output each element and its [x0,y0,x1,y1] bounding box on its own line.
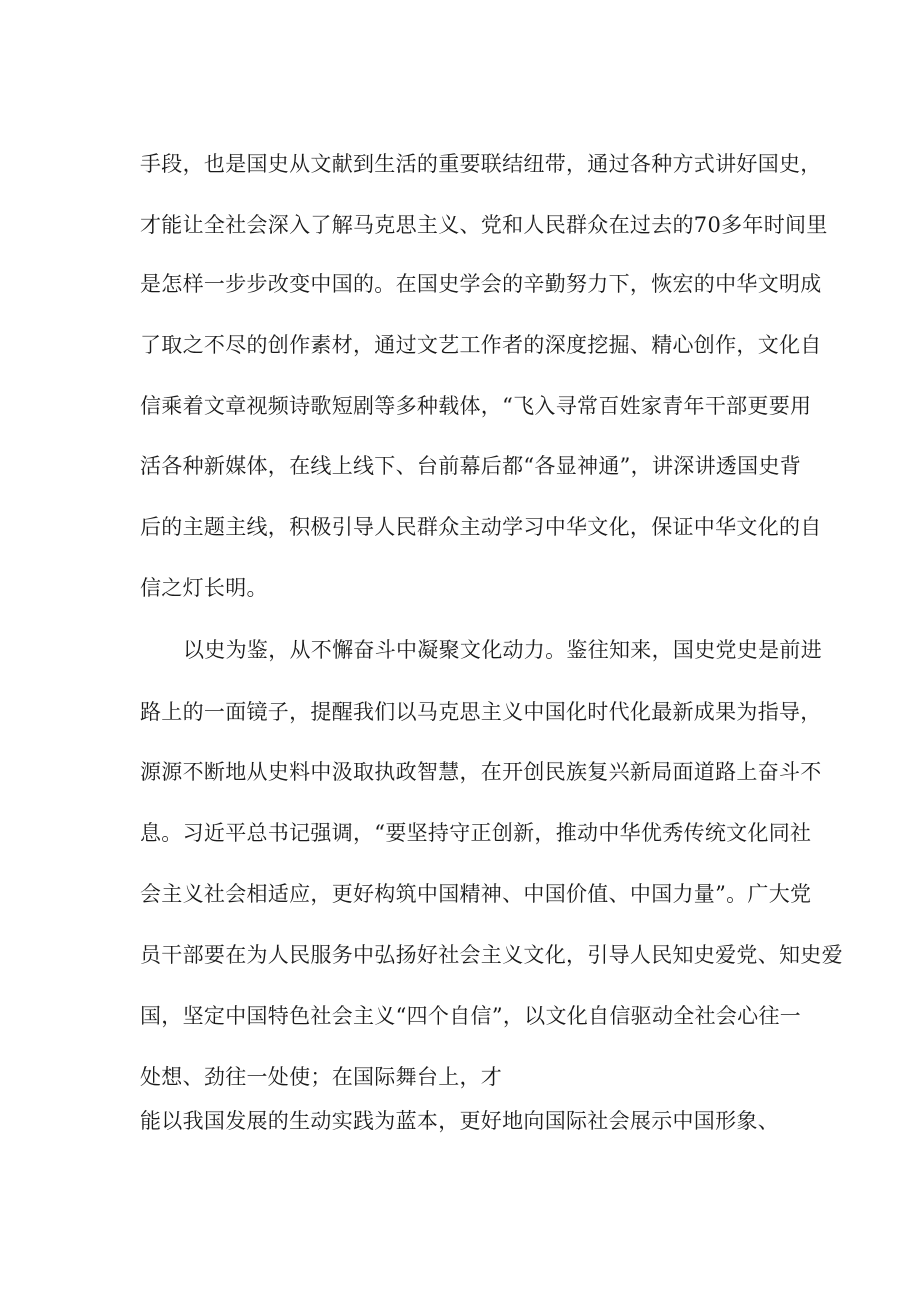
text-line-12: 息。习近平总书记强调，“要坚持守正创新，推动中华优秀传统文化同社 [140,821,812,845]
text-line-10: 路上的一面镜子，提醒我们以马克思主义中国化时代化最新成果为指导， [140,700,822,724]
text-line-9: 以史为鉴，从不懈奋斗中凝聚文化动力。鉴往知来，国史党史是前进 [183,638,822,662]
text-line-7: 后的主题主线，积极引导人民群众主动学习中华文化，保证中华文化的自 [140,515,822,539]
text-line-6: 活各种新媒体，在线上线下、台前幕后都“各显神通”，讲深讲透国史背 [140,454,802,478]
text-line-3: 是怎样一步步改变中国的。在国史学会的辛勤努力下，恢宏的中华文明成 [140,272,822,296]
text-line-4: 了取之不尽的创作素材，通过文艺工作者的深度挖掘、精心创作，文化自 [140,333,822,357]
text-line-2: 才能让全社会深入了解马克思主义、党和人民群众在过去的70多年时间里 [140,213,828,237]
text-line-15: 国，坚定中国特色社会主义“四个自信”，以文化自信驱动全社会心往一 [140,1004,802,1028]
text-line-13: 会主义社会相适应，更好构筑中国精神、中国价值、中国力量”。广大党 [140,882,812,906]
text-line-8: 信之灯长明。 [140,576,268,600]
text-line-5: 信乘着文章视频诗歌短剧等多种载体，“飞入寻常百姓家青年干部更要用 [140,394,812,418]
text-line-16: 处想、劲往一处使；在国际舞台上，才 [140,1065,503,1089]
text-line-14: 员干部要在为人民服务中弘扬好社会主义文化，引导人民知史爱党、知史爱 [140,943,843,967]
text-line-17: 能以我国发展的生动实践为蓝本，更好地向国际社会展示中国形象、 [140,1109,779,1133]
text-line-1: 手段，也是国史从文献到生活的重要联结纽带，通过各种方式讲好国史， [140,152,822,176]
text-line-11: 源源不断地从史料中汲取执政智慧，在开创民族复兴新局面道路上奋斗不 [140,760,822,784]
